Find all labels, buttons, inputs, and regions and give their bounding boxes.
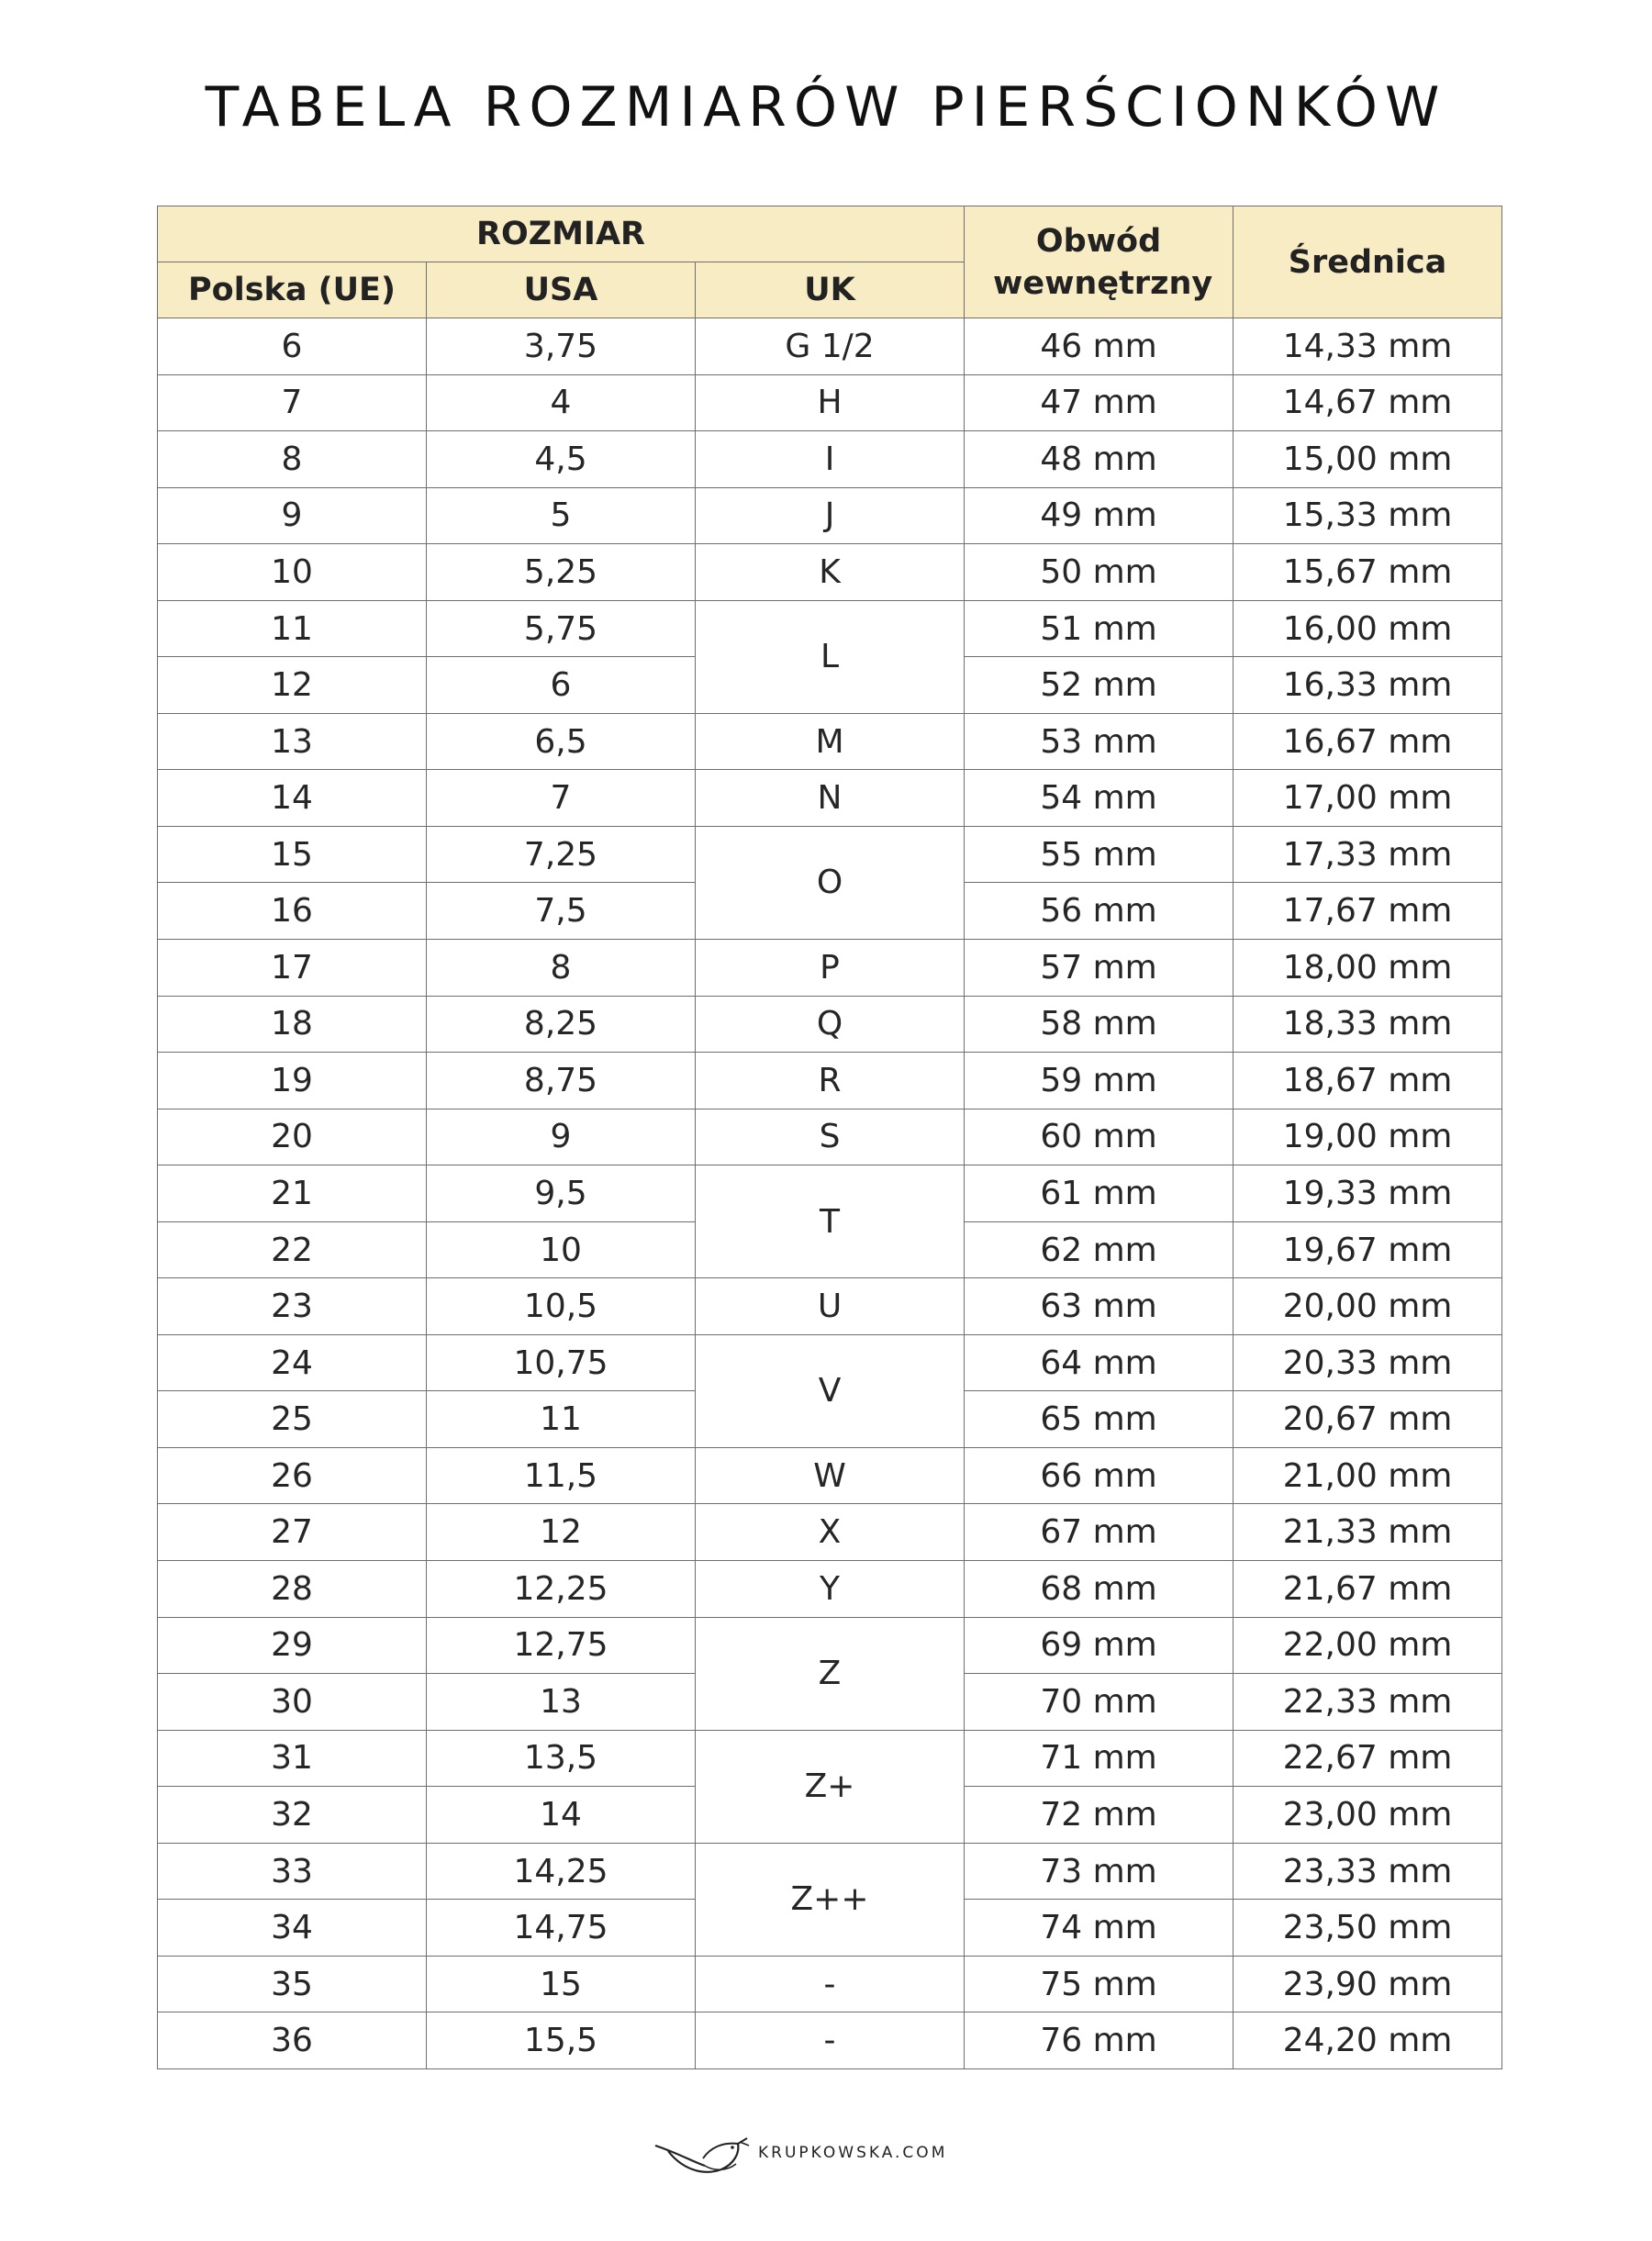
cell-circumference: 65 mm (965, 1391, 1233, 1448)
cell-diameter: 14,67 mm (1233, 374, 1502, 431)
cell-polska-ue: 34 (158, 1900, 427, 1957)
cell-polska-ue: 28 (158, 1561, 427, 1618)
cell-uk: M (696, 713, 965, 770)
bird-logo-icon (650, 2125, 753, 2184)
cell-circumference: 58 mm (965, 996, 1233, 1053)
cell-diameter: 22,67 mm (1233, 1730, 1502, 1787)
cell-circumference: 76 mm (965, 2012, 1233, 2069)
table-row (158, 2012, 1502, 2069)
cell-usa: 11,5 (427, 1447, 696, 1504)
cell-circumference: 57 mm (965, 940, 1233, 997)
page-title: TABELA ROZMIARÓW PIERŚCIONKÓW (205, 75, 1447, 139)
cell-usa: 6,5 (427, 713, 696, 770)
table-row (158, 487, 1502, 544)
cell-diameter: 17,33 mm (1233, 826, 1502, 883)
cell-polska-ue: 16 (158, 883, 427, 940)
table-row (158, 1504, 1502, 1561)
table-row (158, 1617, 1502, 1674)
cell-polska-ue: 29 (158, 1617, 427, 1674)
cell-diameter: 15,00 mm (1233, 431, 1502, 488)
table-row (158, 1334, 1502, 1391)
cell-usa: 12,75 (427, 1617, 696, 1674)
table-row (158, 770, 1502, 827)
table-row (158, 1843, 1502, 1900)
cell-circumference: 64 mm (965, 1334, 1233, 1391)
cell-polska-ue: 31 (158, 1730, 427, 1787)
cell-polska-ue: 13 (158, 713, 427, 770)
cell-uk: S (696, 1109, 965, 1165)
cell-polska-ue: 20 (158, 1109, 427, 1165)
cell-diameter: 20,33 mm (1233, 1334, 1502, 1391)
cell-diameter: 22,00 mm (1233, 1617, 1502, 1674)
header-rozmiar: ROZMIAR (158, 206, 965, 262)
cell-usa: 7,5 (427, 883, 696, 940)
ring-size-table (157, 206, 1502, 2069)
cell-uk: Q (696, 996, 965, 1053)
table-row (158, 1165, 1502, 1222)
cell-circumference: 62 mm (965, 1221, 1233, 1278)
cell-polska-ue: 10 (158, 544, 427, 601)
cell-usa: 9 (427, 1109, 696, 1165)
cell-diameter: 17,67 mm (1233, 883, 1502, 940)
cell-uk: Z+ (696, 1730, 965, 1843)
cell-polska-ue: 8 (158, 431, 427, 488)
cell-polska-ue: 12 (158, 657, 427, 714)
cell-circumference: 61 mm (965, 1165, 1233, 1222)
cell-usa: 10 (427, 1221, 696, 1278)
cell-usa: 14,25 (427, 1843, 696, 1900)
table-row (158, 374, 1502, 431)
cell-usa: 13,5 (427, 1730, 696, 1787)
cell-uk: I (696, 431, 965, 488)
header-polska-ue: Polska (UE) (158, 262, 427, 318)
table-row (158, 1956, 1502, 2012)
cell-polska-ue: 19 (158, 1053, 427, 1109)
cell-uk: L (696, 600, 965, 713)
cell-polska-ue: 22 (158, 1221, 427, 1278)
cell-circumference: 59 mm (965, 1053, 1233, 1109)
cell-usa: 9,5 (427, 1165, 696, 1222)
cell-circumference: 48 mm (965, 431, 1233, 488)
cell-diameter: 23,33 mm (1233, 1843, 1502, 1900)
cell-usa: 7,25 (427, 826, 696, 883)
cell-diameter: 21,33 mm (1233, 1504, 1502, 1561)
cell-polska-ue: 27 (158, 1504, 427, 1561)
cell-usa: 4,5 (427, 431, 696, 488)
table-row (158, 1447, 1502, 1504)
cell-uk: Y (696, 1561, 965, 1618)
cell-uk: T (696, 1165, 965, 1278)
cell-circumference: 49 mm (965, 487, 1233, 544)
cell-circumference: 66 mm (965, 1447, 1233, 1504)
table-row (158, 996, 1502, 1053)
table-row (158, 1053, 1502, 1109)
cell-uk: X (696, 1504, 965, 1561)
cell-diameter: 19,00 mm (1233, 1109, 1502, 1165)
cell-diameter: 23,50 mm (1233, 1900, 1502, 1957)
cell-circumference: 50 mm (965, 544, 1233, 601)
cell-polska-ue: 14 (158, 770, 427, 827)
cell-usa: 5,25 (427, 544, 696, 601)
cell-usa: 5 (427, 487, 696, 544)
cell-circumference: 70 mm (965, 1674, 1233, 1731)
cell-circumference: 46 mm (965, 318, 1233, 375)
cell-polska-ue: 23 (158, 1278, 427, 1335)
cell-usa: 8 (427, 940, 696, 997)
cell-uk: G 1/2 (696, 318, 965, 375)
cell-uk: - (696, 1956, 965, 2012)
cell-diameter: 20,00 mm (1233, 1278, 1502, 1335)
cell-polska-ue: 15 (158, 826, 427, 883)
cell-usa: 4 (427, 374, 696, 431)
cell-usa: 15 (427, 1956, 696, 2012)
cell-usa: 15,5 (427, 2012, 696, 2069)
cell-polska-ue: 9 (158, 487, 427, 544)
table-row (158, 431, 1502, 488)
cell-polska-ue: 7 (158, 374, 427, 431)
cell-polska-ue: 30 (158, 1674, 427, 1731)
cell-usa: 11 (427, 1391, 696, 1448)
table-row (158, 318, 1502, 375)
cell-circumference: 51 mm (965, 600, 1233, 657)
cell-circumference: 55 mm (965, 826, 1233, 883)
cell-diameter: 21,67 mm (1233, 1561, 1502, 1618)
cell-circumference: 67 mm (965, 1504, 1233, 1561)
cell-circumference: 68 mm (965, 1561, 1233, 1618)
table-row (158, 600, 1502, 657)
table-row (158, 1561, 1502, 1618)
cell-diameter: 15,67 mm (1233, 544, 1502, 601)
cell-circumference: 54 mm (965, 770, 1233, 827)
cell-polska-ue: 32 (158, 1787, 427, 1844)
cell-uk: R (696, 1053, 965, 1109)
cell-diameter: 14,33 mm (1233, 318, 1502, 375)
cell-usa: 10,5 (427, 1278, 696, 1335)
cell-circumference: 63 mm (965, 1278, 1233, 1335)
cell-uk: W (696, 1447, 965, 1504)
cell-uk: J (696, 487, 965, 544)
table-body (158, 318, 1502, 2069)
cell-polska-ue: 17 (158, 940, 427, 997)
header-diameter: Średnica (1233, 206, 1502, 318)
table-row (158, 713, 1502, 770)
cell-uk: U (696, 1278, 965, 1335)
cell-uk: O (696, 826, 965, 939)
cell-diameter: 21,00 mm (1233, 1447, 1502, 1504)
cell-diameter: 22,33 mm (1233, 1674, 1502, 1731)
cell-circumference: 72 mm (965, 1787, 1233, 1844)
cell-circumference: 75 mm (965, 1956, 1233, 2012)
cell-diameter: 15,33 mm (1233, 487, 1502, 544)
cell-circumference: 74 mm (965, 1900, 1233, 1957)
table-row (158, 1109, 1502, 1165)
cell-usa: 3,75 (427, 318, 696, 375)
cell-usa: 14 (427, 1787, 696, 1844)
cell-diameter: 20,67 mm (1233, 1391, 1502, 1448)
cell-diameter: 18,67 mm (1233, 1053, 1502, 1109)
cell-circumference: 53 mm (965, 713, 1233, 770)
cell-diameter: 19,67 mm (1233, 1221, 1502, 1278)
cell-uk: H (696, 374, 965, 431)
table-row (158, 826, 1502, 883)
footer (0, 2120, 1652, 2193)
cell-diameter: 18,00 mm (1233, 940, 1502, 997)
cell-polska-ue: 21 (158, 1165, 427, 1222)
cell-uk: Z++ (696, 1843, 965, 1956)
cell-usa: 10,75 (427, 1334, 696, 1391)
cell-usa: 12,25 (427, 1561, 696, 1618)
cell-diameter: 23,90 mm (1233, 1956, 1502, 2012)
site-url: KRUPKOWSKA.COM (758, 2144, 948, 2162)
header-usa: USA (427, 262, 696, 318)
cell-usa: 13 (427, 1674, 696, 1731)
header-uk: UK (696, 262, 965, 318)
cell-polska-ue: 24 (158, 1334, 427, 1391)
cell-usa: 7 (427, 770, 696, 827)
cell-diameter: 18,33 mm (1233, 996, 1502, 1053)
cell-diameter: 19,33 mm (1233, 1165, 1502, 1222)
cell-polska-ue: 33 (158, 1843, 427, 1900)
table-row (158, 1278, 1502, 1335)
cell-polska-ue: 36 (158, 2012, 427, 2069)
table-row (158, 1730, 1502, 1787)
cell-circumference: 71 mm (965, 1730, 1233, 1787)
cell-polska-ue: 26 (158, 1447, 427, 1504)
cell-uk: Z (696, 1617, 965, 1730)
cell-diameter: 16,00 mm (1233, 600, 1502, 657)
cell-diameter: 17,00 mm (1233, 770, 1502, 827)
cell-polska-ue: 11 (158, 600, 427, 657)
cell-diameter: 16,67 mm (1233, 713, 1502, 770)
cell-uk: K (696, 544, 965, 601)
cell-circumference: 52 mm (965, 657, 1233, 714)
cell-usa: 5,75 (427, 600, 696, 657)
cell-usa: 8,25 (427, 996, 696, 1053)
cell-polska-ue: 25 (158, 1391, 427, 1448)
cell-circumference: 47 mm (965, 374, 1233, 431)
cell-usa: 12 (427, 1504, 696, 1561)
cell-circumference: 60 mm (965, 1109, 1233, 1165)
cell-uk: P (696, 940, 965, 997)
cell-diameter: 24,20 mm (1233, 2012, 1502, 2069)
cell-diameter: 16,33 mm (1233, 657, 1502, 714)
header-circumference (965, 206, 1233, 318)
cell-diameter: 23,00 mm (1233, 1787, 1502, 1844)
table-row (158, 544, 1502, 601)
cell-circumference: 69 mm (965, 1617, 1233, 1674)
cell-usa: 14,75 (427, 1900, 696, 1957)
cell-uk: N (696, 770, 965, 827)
cell-polska-ue: 18 (158, 996, 427, 1053)
cell-polska-ue: 6 (158, 318, 427, 375)
cell-polska-ue: 35 (158, 1956, 427, 2012)
cell-usa: 6 (427, 657, 696, 714)
cell-usa: 8,75 (427, 1053, 696, 1109)
table-row (158, 940, 1502, 997)
header-circumference-label: Obwód wewnętrzny (993, 222, 1213, 302)
cell-circumference: 56 mm (965, 883, 1233, 940)
cell-uk: V (696, 1334, 965, 1447)
cell-circumference: 73 mm (965, 1843, 1233, 1900)
cell-uk: - (696, 2012, 965, 2069)
